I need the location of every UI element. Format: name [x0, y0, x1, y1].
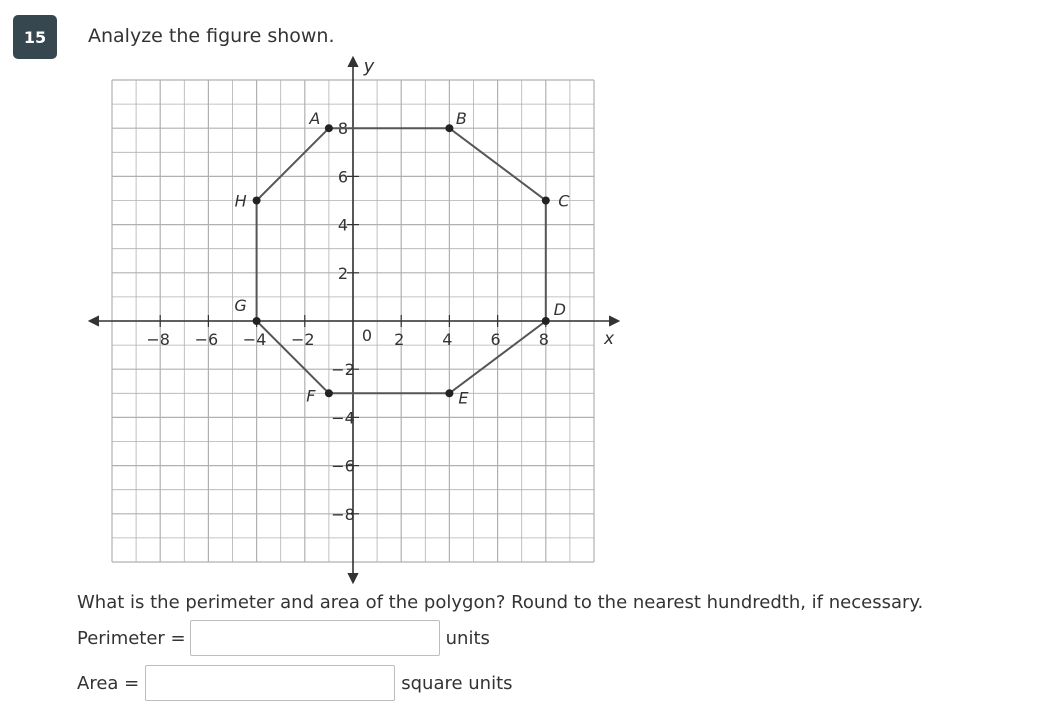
y-tick-label: −2	[331, 360, 355, 380]
vertex-c-label: C	[558, 191, 570, 211]
x-tick-label: −2	[291, 330, 315, 349]
x-tick-label: 2	[394, 330, 405, 349]
perimeter-label: Perimeter =	[77, 627, 186, 649]
y-tick-label: 2	[337, 263, 349, 283]
question-prompt: Analyze the figure shown.	[88, 25, 335, 47]
coordinate-plane	[80, 50, 630, 590]
x-tick-label: −6	[194, 330, 219, 349]
vertex-g-label: G	[234, 296, 247, 315]
y-tick-label: −8	[331, 504, 355, 524]
perimeter-answer-row	[77, 620, 490, 656]
vertex-c-point	[542, 197, 550, 205]
vertex-e-point	[445, 389, 453, 397]
x-tick-label: 6	[490, 330, 501, 349]
tick-labels	[146, 56, 615, 524]
vertex-f-point	[325, 389, 333, 397]
vertex-d-point	[542, 317, 550, 325]
vertex-d-label: D	[553, 300, 566, 319]
y-tick-label: 4	[337, 215, 349, 235]
x-tick-label: −8	[146, 330, 170, 349]
question-number-badge: 15	[13, 15, 57, 59]
vertex-e-label: E	[458, 388, 469, 408]
vertex-a-label: A	[309, 109, 321, 129]
x-tick-label: 4	[442, 330, 453, 349]
vertex-h-point	[253, 197, 261, 205]
vertex-f-label: F	[306, 386, 316, 406]
vertex-points	[234, 109, 570, 407]
y-axis-label: y	[363, 56, 375, 77]
y-tick-label: −6	[331, 456, 355, 476]
origin-label: 0	[361, 326, 373, 345]
area-unit: square units	[401, 672, 513, 694]
question-text: What is the perimeter and area of the polygon? Round to the nearest hundredth, if necessary.	[77, 592, 924, 613]
vertex-a-point	[325, 124, 333, 132]
area-answer-row	[77, 665, 513, 701]
vertex-h-label: H	[234, 191, 247, 211]
coordinate-plane-figure	[80, 50, 630, 595]
x-tick-label: −4	[242, 330, 267, 349]
area-label: Area =	[77, 672, 140, 694]
perimeter-unit: units	[445, 627, 490, 649]
y-tick-label: −4	[331, 408, 355, 428]
y-tick-label: 6	[337, 167, 349, 187]
vertex-b-point	[445, 124, 453, 132]
vertex-g-point	[253, 317, 261, 325]
x-axis-label: x	[603, 329, 615, 349]
axes	[90, 58, 618, 582]
perimeter-input[interactable]	[190, 620, 440, 656]
vertex-b-label: B	[455, 109, 467, 129]
x-tick-label: 8	[538, 330, 549, 349]
area-input[interactable]	[145, 665, 395, 701]
y-tick-label: 8	[337, 119, 349, 139]
